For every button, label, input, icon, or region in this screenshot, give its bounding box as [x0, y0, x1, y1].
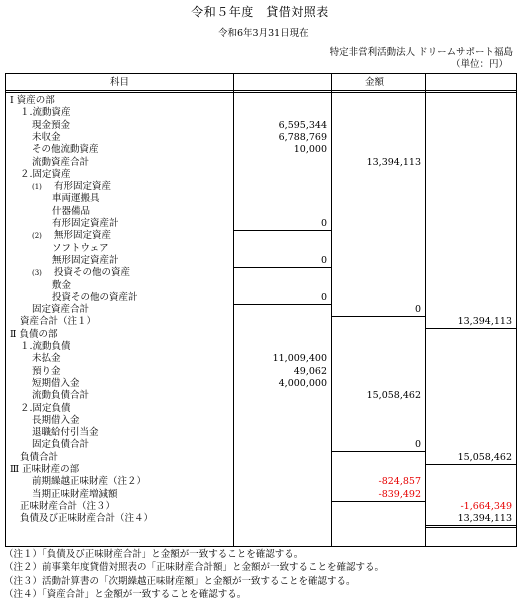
table-row [6, 415, 516, 427]
amount-c2: -839,492 [378, 488, 421, 500]
balance-sheet-table [5, 73, 517, 547]
amount-c1: 4,000,000 [278, 377, 327, 389]
note-1: （注１）「負債及び正味財産合計」と金額が一致することを確認する。 [4, 549, 304, 560]
row-label: 流動資産合計 [32, 156, 90, 168]
table-row [6, 452, 516, 464]
table-row [6, 513, 516, 525]
table-row [6, 206, 516, 218]
table-row [6, 476, 516, 488]
table-row [6, 255, 516, 267]
table-row [6, 329, 516, 341]
total-underline [425, 328, 516, 329]
total-underline [425, 527, 516, 528]
row-label: ２.固定負債 [20, 402, 71, 414]
table-row [6, 353, 516, 365]
row-label: 固定資産合計 [32, 304, 90, 316]
row-label: その他流動資産 [32, 144, 99, 156]
row-label: 未収金 [32, 131, 61, 143]
table-row [6, 243, 516, 255]
amount-c2: 15,058,462 [366, 390, 421, 402]
amount-c2: 0 [414, 304, 421, 316]
table-row [6, 341, 516, 353]
table-row [6, 193, 516, 205]
row-label: 無形固定資産計 [52, 254, 119, 266]
table-row [6, 267, 516, 279]
row-label: 投資その他の資産 [54, 267, 131, 279]
amount-c1: 0 [320, 254, 327, 266]
amount-c2: 13,394,113 [366, 156, 421, 168]
table-row [6, 230, 516, 242]
row-label: 現金預金 [32, 119, 71, 131]
amount-c1: 11,009,400 [272, 353, 327, 365]
row-label: 固定負債合計 [32, 439, 90, 451]
table-row [6, 439, 516, 451]
amount-c1: 10,000 [293, 144, 327, 156]
row-label: 前期繰越正味財産（注２） [32, 476, 147, 488]
table-row [6, 169, 516, 181]
note-3: （注３）活動計算書の「次期繰越正味財産額」と金額が一致することを確認する。 [4, 575, 356, 587]
row-label: 有形固定資産 [54, 181, 112, 193]
row-label: 未払金 [32, 353, 61, 365]
amount-c1: 6,595,344 [278, 119, 327, 131]
amount-c3: 13,394,113 [457, 513, 512, 525]
row-label: ２.固定資産 [20, 168, 71, 180]
total-underline [233, 304, 331, 305]
row-label: 車両運搬具 [52, 193, 100, 205]
amount-c3: 13,394,113 [457, 316, 512, 328]
note-4: （注４）「資産合計」と金額が一致することを確認する。 [4, 588, 247, 600]
table-row [6, 181, 516, 193]
table-row [6, 120, 516, 132]
table-row [6, 366, 516, 378]
row-label: ソフトウェア [52, 242, 109, 254]
row-label: １.流動資産 [20, 107, 71, 119]
row-label: Ⅰ 資産の部 [10, 95, 55, 106]
row-label: 什器備品 [52, 205, 91, 217]
table-row [6, 132, 516, 144]
column-header-item: 科目 [109, 77, 129, 88]
row-label: 長期借入金 [32, 414, 80, 426]
table-row [6, 390, 516, 402]
table-row [6, 157, 516, 169]
total-underline [425, 525, 516, 526]
amount-c1: 49,062 [293, 365, 327, 377]
row-label: 当期正味財産増減額 [32, 488, 118, 500]
as-of-date: 令和6年3月31日現在 [218, 28, 309, 39]
row-label: 資産合計（注１） [20, 316, 97, 328]
table-row [6, 95, 516, 107]
row-label: 敷金 [52, 279, 72, 291]
row-label: 負債合計 [20, 451, 59, 463]
row-label: 短期借入金 [32, 377, 80, 389]
amount-c3: 15,058,462 [457, 451, 512, 463]
amount-c2: -824,857 [378, 476, 421, 488]
amount-c1: 0 [320, 291, 327, 303]
column-header-amount: 金額 [364, 77, 384, 88]
header-divider-double [6, 92, 516, 93]
table-row [6, 489, 516, 501]
table-row [6, 501, 516, 513]
table-row [6, 316, 516, 328]
row-label: 無形固定資産 [54, 230, 112, 242]
row-number: (3) [32, 269, 42, 278]
table-row [6, 378, 516, 390]
row-label: 投資その他の資産計 [52, 291, 138, 303]
amount-c1: 6,788,769 [278, 131, 327, 143]
row-label: 退職給付引当金 [32, 427, 99, 439]
header-divider [6, 90, 516, 91]
amount-c2: 0 [414, 439, 421, 451]
table-row [6, 218, 516, 230]
row-label: 流動負債合計 [32, 390, 90, 402]
table-row [6, 304, 516, 316]
total-underline [425, 464, 516, 465]
row-label: Ⅲ 正味財産の部 [10, 464, 80, 475]
table-row [6, 280, 516, 292]
row-number: (2) [32, 232, 42, 241]
row-label: １.流動負債 [20, 341, 71, 352]
table-row [6, 292, 516, 304]
row-label: 負債及び正味財産合計（注４） [20, 513, 154, 525]
amount-c1: 0 [320, 218, 327, 229]
row-number: (1) [32, 183, 42, 192]
row-label: Ⅱ 負債の部 [10, 328, 58, 340]
table-row [6, 107, 516, 119]
document-title: 令和５年度 貸借対照表 [191, 5, 329, 19]
total-underline [233, 230, 331, 231]
total-underline [331, 451, 425, 452]
row-label: 有形固定資産計 [52, 218, 119, 229]
total-underline [331, 501, 425, 502]
total-underline [233, 267, 331, 268]
notes [4, 548, 384, 601]
row-label: 預り金 [32, 365, 61, 377]
unit-label: （単位：円） [450, 59, 508, 70]
total-underline [331, 316, 425, 317]
organization-name: 特定非営利活動法人 ドリームサポート福島 [329, 47, 513, 58]
table-row [6, 427, 516, 439]
table-row [6, 144, 516, 156]
table-row [6, 403, 516, 415]
row-label: 正味財産合計（注３） [20, 500, 116, 512]
amount-c3: -1,664,349 [460, 500, 512, 512]
note-2: （注２）前事業年度貸借対照表の「正味財産合計額」と金額が一致することを確認する。 [4, 562, 385, 574]
table-row [6, 464, 516, 476]
